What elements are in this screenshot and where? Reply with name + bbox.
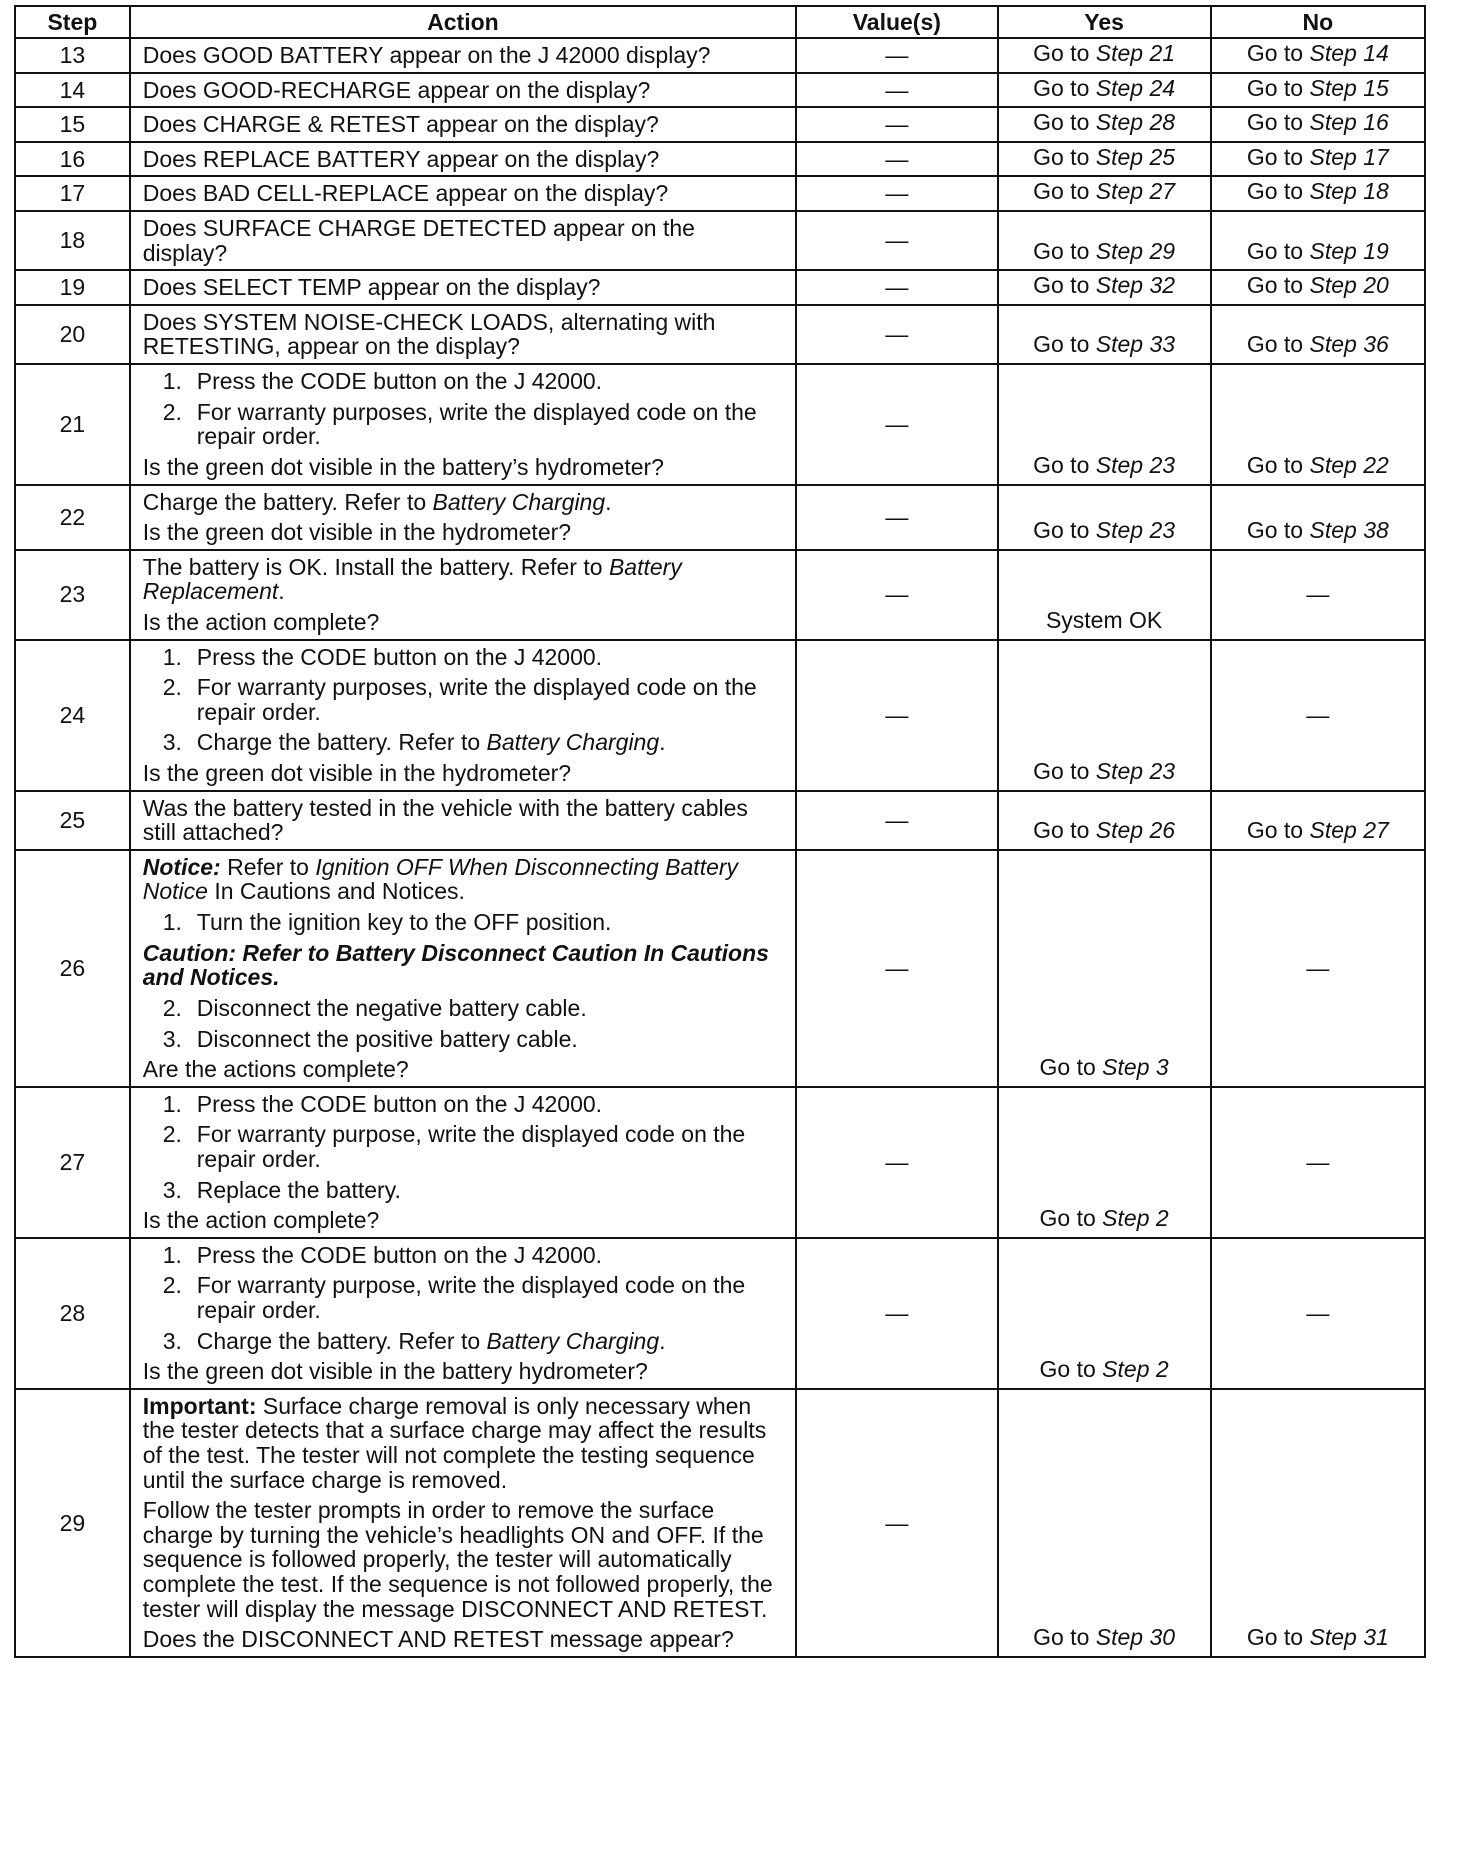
action-paragraph [143, 1627, 785, 1652]
yes-step-ref: Step 32 [1095, 272, 1176, 299]
list-text [197, 1027, 785, 1052]
no-cell [1211, 791, 1425, 850]
yes-cell [998, 640, 1211, 791]
action-cell [130, 142, 796, 177]
yes-step-ref: Step 23 [1095, 451, 1176, 478]
no-result: — [1306, 1299, 1330, 1326]
no-cell [1211, 850, 1425, 1087]
action-cell [130, 1389, 796, 1657]
yes-goto-prefix: Go to [1039, 1356, 1103, 1383]
value-cell: — [796, 107, 997, 142]
yes-goto-prefix: Go to [1033, 1624, 1096, 1651]
action-paragraph [143, 555, 785, 604]
list-text [197, 1329, 785, 1354]
text-segment: Does GOOD BATTERY appear on the J 42000 display? [142, 42, 711, 68]
value-cell: — [796, 640, 997, 791]
no-result: — [1306, 581, 1330, 608]
yes-cell [998, 73, 1211, 108]
list-number: 2. [162, 1272, 182, 1299]
italic-ref-text: Battery Replacement [142, 553, 682, 605]
yes-goto-prefix: Go to [1039, 1205, 1103, 1232]
no-step-ref: Step 22 [1309, 451, 1389, 478]
header-row [15, 6, 1425, 38]
yes-cell [998, 1389, 1211, 1657]
text-segment: Charge the battery. Refer to [196, 1327, 487, 1354]
action-list-item [143, 1178, 785, 1203]
no-goto-prefix: Go to [1246, 109, 1310, 136]
text-segment: Charge the battery. Refer to [196, 729, 487, 756]
yes-cell [998, 142, 1211, 177]
list-number: 2. [162, 1121, 182, 1148]
value-cell: — [796, 211, 997, 270]
text-segment: Disconnect the negative battery cable. [196, 994, 587, 1021]
list-text [197, 1243, 785, 1268]
no-goto-prefix: Go to [1246, 451, 1310, 478]
action-cell [130, 550, 796, 640]
no-goto-prefix: Go to [1246, 1624, 1310, 1651]
action-cell [130, 364, 796, 484]
text-segment: Refer to [220, 853, 316, 880]
yes-goto-prefix: Go to [1033, 451, 1096, 478]
no-cell [1211, 1389, 1425, 1657]
action-paragraph [143, 1208, 785, 1233]
action-cell [130, 485, 796, 550]
yes-goto-prefix: Go to [1033, 74, 1096, 101]
table-row [15, 176, 1425, 211]
list-number: 1. [162, 1241, 182, 1268]
text-segment: . [278, 578, 285, 605]
header-no: No [1211, 6, 1425, 38]
list-text [197, 730, 785, 755]
step-number: 15 [15, 107, 130, 142]
text-segment: Is the action complete? [142, 608, 380, 635]
step-number: 18 [15, 211, 130, 270]
table-header [15, 6, 1425, 38]
action-list-item [143, 996, 785, 1021]
no-cell [1211, 142, 1425, 177]
value-cell: — [796, 38, 997, 73]
no-goto-prefix: Go to [1246, 237, 1310, 264]
yes-step-ref: Step 25 [1095, 143, 1176, 170]
text-segment: Press the CODE button on the J 42000. [196, 368, 603, 395]
list-text [197, 675, 785, 724]
action-list-item [143, 1092, 785, 1117]
action-paragraph [143, 112, 785, 137]
list-text [197, 1178, 785, 1203]
no-step-ref: Step 38 [1309, 517, 1389, 544]
yes-goto-prefix: Go to [1033, 40, 1096, 66]
action-paragraph [143, 78, 785, 103]
text-segment: Replace the battery. [196, 1176, 401, 1203]
yes-step-ref: Step 2 [1102, 1356, 1169, 1383]
text-segment: Press the CODE button on the J 42000. [196, 643, 603, 670]
yes-cell [998, 211, 1211, 270]
action-cell [130, 1238, 796, 1389]
list-text [197, 400, 785, 449]
yes-step-ref: Step 26 [1095, 817, 1176, 844]
text-segment: Turn the ignition key to the OFF position. [196, 909, 612, 936]
no-goto-prefix: Go to [1246, 517, 1310, 544]
yes-step-ref: Step 24 [1095, 74, 1176, 101]
no-cell [1211, 640, 1425, 791]
text-segment: Are the actions complete? [142, 1056, 409, 1083]
action-cell [130, 176, 796, 211]
no-cell [1211, 305, 1425, 364]
header-yes: Yes [998, 6, 1211, 38]
action-list-item [143, 1329, 785, 1354]
list-number: 3. [162, 1327, 182, 1354]
text-segment: Is the green dot visible in the battery hydrometer? [142, 1358, 648, 1385]
bold-text: Important: [142, 1392, 257, 1419]
list-number: 3. [162, 729, 182, 756]
value-cell: — [796, 550, 997, 640]
table-row [15, 791, 1425, 850]
step-number: 26 [15, 850, 130, 1087]
value-cell: — [796, 142, 997, 177]
action-paragraph [143, 520, 785, 545]
table-row [15, 305, 1425, 364]
table-row [15, 142, 1425, 177]
yes-cell [998, 176, 1211, 211]
yes-step-ref: Step 29 [1095, 237, 1176, 264]
no-result: — [1306, 1148, 1330, 1175]
text-segment: Does CHARGE & RETEST appear on the display? [142, 111, 659, 138]
yes-cell [998, 38, 1211, 73]
no-goto-prefix: Go to [1246, 817, 1310, 844]
list-number: 1. [162, 368, 182, 395]
yes-step-ref: Step 23 [1095, 517, 1176, 544]
no-goto-prefix: Go to [1246, 178, 1310, 205]
action-paragraph [143, 147, 785, 172]
text-segment: . [659, 729, 666, 756]
yes-step-ref: Step 28 [1095, 109, 1176, 136]
bold-italic-text: Caution: Refer to Battery Disconnect Caution In Cautions and Notices. [142, 939, 769, 991]
yes-step-ref: Step 33 [1095, 331, 1176, 358]
step-number: 20 [15, 305, 130, 364]
value-cell: — [796, 176, 997, 211]
header-step: Step [15, 6, 130, 38]
yes-cell [998, 550, 1211, 640]
value-cell: — [796, 1087, 997, 1238]
table-body [15, 38, 1425, 1657]
yes-step-ref: Step 3 [1102, 1054, 1169, 1081]
yes-cell [998, 850, 1211, 1087]
action-paragraph [143, 941, 785, 990]
no-goto-prefix: Go to [1246, 143, 1310, 170]
table-row [15, 1087, 1425, 1238]
action-cell [130, 73, 796, 108]
action-list-item [143, 645, 785, 670]
step-number: 27 [15, 1087, 130, 1238]
yes-step-ref: Step 27 [1095, 178, 1176, 205]
value-cell: — [796, 850, 997, 1087]
value-cell: — [796, 305, 997, 364]
action-paragraph [143, 490, 785, 515]
header-values: Value(s) [796, 6, 997, 38]
no-result: — [1306, 701, 1330, 728]
italic-ref-text: Battery Charging [486, 1327, 660, 1354]
yes-cell [998, 1238, 1211, 1389]
italic-ref-text: Battery Charging [486, 729, 660, 756]
yes-cell [998, 305, 1211, 364]
step-number: 16 [15, 142, 130, 177]
action-cell [130, 305, 796, 364]
action-paragraph [143, 43, 785, 68]
list-number: 3. [162, 1025, 182, 1052]
action-paragraph [143, 455, 785, 480]
text-segment: Surface charge removal is only necessary when the tester detects that a surface charge may affect the results of the test. The tester will not complete the testing sequence until the surface charge is removed. [142, 1392, 767, 1493]
action-cell [130, 1087, 796, 1238]
yes-goto-prefix: Go to [1033, 758, 1096, 785]
text-segment: Does GOOD-RECHARGE appear on the display? [142, 76, 651, 103]
table-row [15, 1238, 1425, 1389]
table-row [15, 1389, 1425, 1657]
text-segment: The battery is OK. Install the battery. Refer to [142, 553, 609, 580]
no-step-ref: Step 14 [1309, 40, 1389, 66]
list-number: 2. [162, 398, 182, 425]
value-cell: — [796, 270, 997, 305]
list-number: 1. [162, 1090, 182, 1117]
step-number: 24 [15, 640, 130, 791]
action-list-item [143, 675, 785, 724]
action-list-item [143, 1273, 785, 1322]
no-result: — [1306, 954, 1330, 981]
text-segment: Follow the tester prompts in order to remove the surface charge by turning the vehicle’s headlights ON and OFF. If the sequence is followed properly, the tester will automatically complete the test. If the sequence is not followed properly, the tester will display the message DISCONNECT AND RETEST. [142, 1497, 773, 1622]
value-cell: — [796, 485, 997, 550]
list-text [197, 996, 785, 1021]
list-text [197, 645, 785, 670]
yes-cell [998, 791, 1211, 850]
no-cell [1211, 1087, 1425, 1238]
text-segment: For warranty purpose, write the displayed code on the repair order. [196, 1272, 746, 1323]
list-number: 2. [162, 994, 182, 1021]
text-segment: For warranty purposes, write the displayed code on the repair order. [196, 674, 757, 725]
yes-goto-prefix: Go to [1033, 331, 1096, 358]
no-step-ref: Step 31 [1309, 1624, 1389, 1651]
no-cell [1211, 550, 1425, 640]
no-step-ref: Step 27 [1309, 817, 1389, 844]
no-goto-prefix: Go to [1246, 40, 1310, 66]
italic-ref-text: Ignition OFF When Disconnecting Battery Notice [142, 853, 739, 905]
no-cell [1211, 270, 1425, 305]
yes-goto-prefix: Go to [1033, 143, 1096, 170]
value-cell: — [796, 1389, 997, 1657]
list-number: 1. [162, 909, 182, 936]
action-paragraph [143, 855, 785, 904]
step-number: 14 [15, 73, 130, 108]
step-number: 23 [15, 550, 130, 640]
italic-ref-text: Battery Charging [432, 488, 606, 515]
text-segment: Charge the battery. Refer to [142, 488, 433, 515]
step-number: 19 [15, 270, 130, 305]
text-segment: Does BAD CELL-REPLACE appear on the display? [142, 180, 669, 207]
yes-goto-prefix: Go to [1033, 817, 1096, 844]
step-number: 28 [15, 1238, 130, 1389]
action-paragraph [143, 275, 785, 300]
header-action: Action [130, 6, 796, 38]
no-step-ref: Step 19 [1309, 237, 1389, 264]
table-row [15, 364, 1425, 484]
text-segment: For warranty purposes, write the displayed code on the repair order. [196, 398, 757, 450]
table-row [15, 850, 1425, 1087]
no-cell [1211, 38, 1425, 73]
value-cell: — [796, 1238, 997, 1389]
yes-step-ref: Step 2 [1102, 1205, 1169, 1232]
step-number: 29 [15, 1389, 130, 1657]
yes-goto-prefix: Go to [1033, 272, 1096, 299]
text-segment: In Cautions and Notices. [207, 878, 465, 905]
action-paragraph [143, 216, 785, 265]
action-list-item [143, 1122, 785, 1171]
text-segment: Does the DISCONNECT AND RETEST message appear? [142, 1626, 734, 1653]
table-row [15, 211, 1425, 270]
step-number: 13 [15, 38, 130, 73]
action-paragraph [143, 1498, 785, 1621]
action-cell [130, 107, 796, 142]
yes-cell [998, 485, 1211, 550]
step-number: 21 [15, 364, 130, 484]
no-cell [1211, 107, 1425, 142]
action-paragraph [143, 1057, 785, 1082]
no-cell [1211, 176, 1425, 211]
no-goto-prefix: Go to [1246, 331, 1310, 358]
yes-step-ref: Step 23 [1095, 758, 1176, 785]
table-row [15, 485, 1425, 550]
yes-goto-prefix: Go to [1033, 237, 1096, 264]
no-cell [1211, 485, 1425, 550]
no-cell [1211, 1238, 1425, 1389]
action-cell [130, 270, 796, 305]
text-segment: Is the green dot visible in the battery’s hydrometer? [142, 453, 664, 480]
no-cell [1211, 364, 1425, 484]
table-row [15, 107, 1425, 142]
no-step-ref: Step 16 [1309, 109, 1389, 136]
value-cell: — [796, 73, 997, 108]
text-segment: . [605, 488, 612, 515]
yes-step-ref: Step 30 [1095, 1624, 1176, 1651]
table-row [15, 550, 1425, 640]
yes-goto-prefix: Go to [1033, 517, 1096, 544]
no-step-ref: Step 15 [1309, 74, 1389, 101]
no-step-ref: Step 20 [1309, 272, 1389, 299]
list-text [197, 1092, 785, 1117]
text-segment: Disconnect the positive battery cable. [196, 1025, 578, 1052]
action-cell [130, 791, 796, 850]
no-goto-prefix: Go to [1246, 272, 1310, 299]
action-cell [130, 850, 796, 1087]
yes-cell [998, 107, 1211, 142]
no-step-ref: Step 36 [1309, 331, 1389, 358]
table-row [15, 38, 1425, 73]
list-number: 2. [162, 674, 182, 701]
list-text [197, 910, 785, 935]
diagnostic-table [14, 5, 1426, 1658]
step-number: 22 [15, 485, 130, 550]
table-row [15, 270, 1425, 305]
value-cell: — [796, 364, 997, 484]
text-segment: Is the green dot visible in the hydrometer? [142, 760, 572, 787]
yes-goto-prefix: Go to [1039, 1054, 1103, 1081]
action-list-item [143, 730, 785, 755]
text-segment: Does SYSTEM NOISE-CHECK LOADS, alternating with RETESTING, appear on the display? [142, 308, 716, 360]
yes-cell [998, 270, 1211, 305]
text-segment: Is the action complete? [142, 1207, 380, 1234]
step-number: 25 [15, 791, 130, 850]
text-segment: Was the battery tested in the vehicle with the battery cables still attached? [142, 794, 748, 846]
action-paragraph [143, 1359, 785, 1384]
yes-cell [998, 364, 1211, 484]
text-segment: . [659, 1327, 666, 1354]
yes-cell [998, 1087, 1211, 1238]
no-step-ref: Step 18 [1309, 178, 1389, 205]
list-text [197, 1273, 785, 1322]
bold-italic-text: Notice: [142, 853, 221, 880]
no-cell [1211, 211, 1425, 270]
no-goto-prefix: Go to [1246, 74, 1310, 101]
step-number: 17 [15, 176, 130, 211]
action-paragraph [143, 1394, 785, 1492]
action-paragraph [143, 181, 785, 206]
action-list-item [143, 1243, 785, 1268]
action-list-item [143, 369, 785, 394]
text-segment: Press the CODE button on the J 42000. [196, 1090, 603, 1117]
list-text [197, 369, 785, 394]
list-number: 1. [162, 643, 182, 670]
action-list-item [143, 910, 785, 935]
table-row [15, 73, 1425, 108]
text-segment: Does REPLACE BATTERY appear on the display? [142, 145, 660, 172]
list-text [197, 1122, 785, 1171]
no-cell [1211, 73, 1425, 108]
text-segment: Is the green dot visible in the hydrometer? [142, 519, 572, 546]
text-segment: Does SELECT TEMP appear on the display? [142, 274, 601, 301]
action-cell [130, 211, 796, 270]
yes-goto-prefix: Go to [1033, 178, 1096, 205]
text-segment: Does SURFACE CHARGE DETECTED appear on the display? [142, 215, 695, 266]
action-paragraph [143, 310, 785, 359]
yes-step-ref: Step 21 [1095, 40, 1176, 66]
action-cell [130, 38, 796, 73]
action-paragraph [143, 610, 785, 635]
no-step-ref: Step 17 [1309, 143, 1389, 170]
action-list-item [143, 400, 785, 449]
value-cell: — [796, 791, 997, 850]
yes-goto-prefix: Go to [1033, 109, 1096, 136]
text-segment: For warranty purpose, write the displayed code on the repair order. [196, 1121, 746, 1172]
action-paragraph [143, 761, 785, 786]
list-number: 3. [162, 1176, 182, 1203]
action-paragraph [143, 796, 785, 845]
yes-result: System OK [1045, 606, 1163, 633]
table-row [15, 640, 1425, 791]
action-cell [130, 640, 796, 791]
text-segment: Press the CODE button on the J 42000. [196, 1241, 603, 1268]
action-list-item [143, 1027, 785, 1052]
